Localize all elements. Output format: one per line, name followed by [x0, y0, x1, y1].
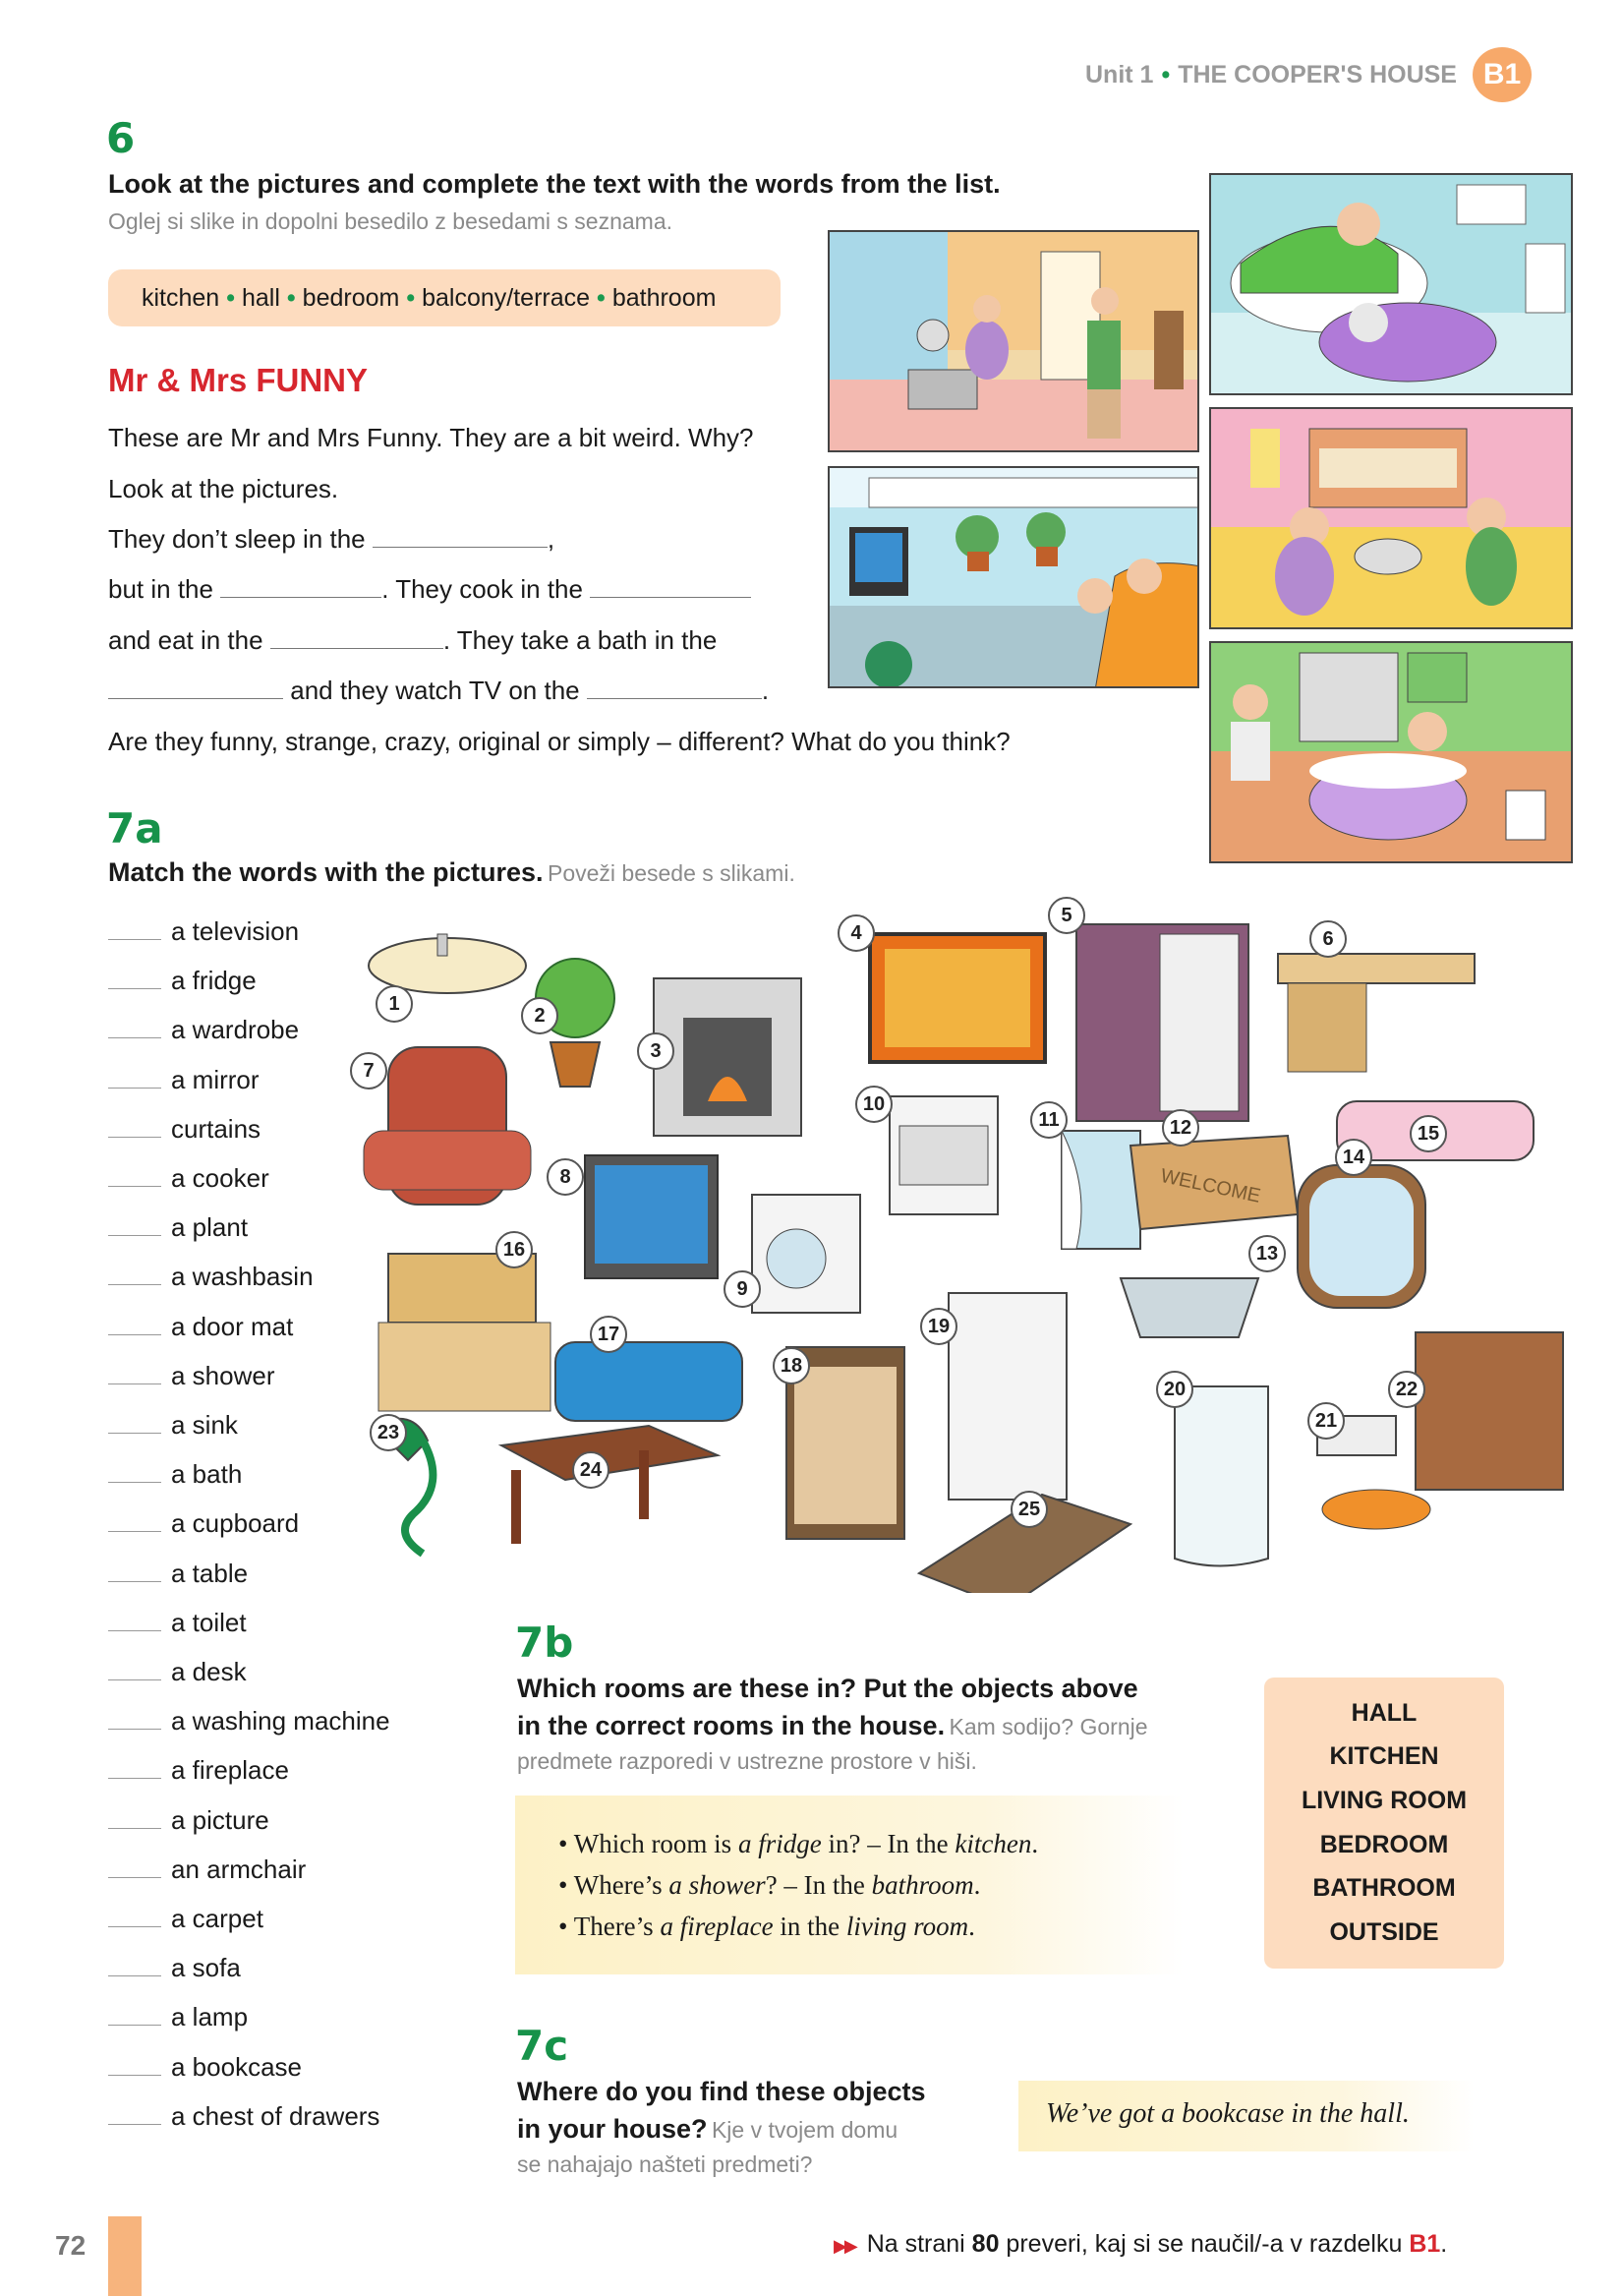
- example-sentence: • Where’s a shower? – In the bathroom.: [558, 1870, 981, 1900]
- match-item-label: a carpet: [171, 1904, 263, 1933]
- match-item-label: a chest of drawers: [171, 2100, 380, 2131]
- page-number: 72: [55, 2230, 87, 2261]
- unit-title: THE COOPER'S HOUSE: [1178, 61, 1457, 88]
- answer-blank[interactable]: [108, 920, 161, 940]
- kitchen-bath-illustration: [1211, 643, 1573, 863]
- match-item: [108, 966, 257, 996]
- exercise-7b-instruction-line2: in the correct rooms in the house. Kam sodijo? Gornje: [517, 1711, 1148, 1740]
- word-list: kitchen • hall • bedroom • balcony/terrace • bathroom: [108, 269, 781, 326]
- match-item-label: an armchair: [171, 1854, 307, 1884]
- match-item-label: a bath: [171, 1459, 243, 1490]
- picture-number: 16: [495, 1231, 533, 1268]
- match-item-label: a shower: [171, 1360, 275, 1390]
- cupboard-drawing: [378, 1254, 550, 1411]
- curtains-drawing: [1062, 1131, 1140, 1249]
- answer-blank[interactable]: [590, 574, 751, 598]
- unit-label: Unit 1: [1085, 61, 1154, 88]
- mirror-drawing: [1298, 1165, 1425, 1308]
- picture-number: 3: [637, 1032, 674, 1070]
- match-item-label: a washbasin: [171, 1262, 314, 1292]
- picture-number: 5: [1048, 897, 1085, 934]
- rooms-box: [1264, 1678, 1504, 1969]
- doormat-text: WELCOME: [1158, 1164, 1263, 1207]
- desk-drawing: [1278, 954, 1475, 1072]
- story-line: but in the . They cook in the: [108, 572, 751, 606]
- picture-drawing: [870, 934, 1045, 1062]
- answer-blank[interactable]: [108, 2006, 161, 2026]
- double-arrow-icon: ▶▶: [834, 2236, 855, 2256]
- match-item-label: a toilet: [171, 1607, 247, 1637]
- match-item: [108, 1904, 263, 1934]
- word: bedroom: [302, 283, 400, 312]
- picture-number: 11: [1030, 1101, 1068, 1139]
- match-item: [108, 1262, 314, 1292]
- answer-blank[interactable]: [587, 676, 762, 699]
- armchair-drawing: [364, 1047, 531, 1205]
- television-drawing: [585, 1155, 718, 1278]
- fireplace-drawing: [654, 978, 801, 1136]
- picture-number: 13: [1248, 1235, 1286, 1272]
- match-item-label: a picture: [171, 1804, 269, 1835]
- word: balcony/terrace: [422, 283, 591, 312]
- match-item: [108, 1706, 390, 1737]
- match-item: [108, 1312, 293, 1342]
- picture-number: 7: [350, 1052, 387, 1089]
- answer-blank[interactable]: [373, 524, 548, 548]
- match-item: [108, 916, 299, 947]
- bullet: •: [1161, 61, 1171, 88]
- answer-blank[interactable]: [108, 1512, 161, 1532]
- match-item-label: a sofa: [171, 1953, 241, 1983]
- match-item: [108, 2052, 302, 2083]
- picture-number: 17: [590, 1316, 627, 1353]
- story-title: Mr & Mrs FUNNY: [108, 362, 369, 398]
- answer-blank[interactable]: [108, 1612, 161, 1631]
- picture-kitchen-cooking: [828, 230, 1199, 452]
- match-item: [108, 1361, 275, 1391]
- exercise-7b-instruction-sl: predmete razporedi v ustrezne prostore v hiši.: [517, 1748, 977, 1774]
- word: bathroom: [611, 283, 717, 312]
- answer-blank[interactable]: [108, 1661, 161, 1680]
- picture-number: 25: [1011, 1491, 1048, 1528]
- match-item: [108, 1953, 241, 1983]
- running-header: [1085, 61, 1457, 89]
- match-item-label: a desk: [171, 1657, 247, 1686]
- balcony-illustration: [830, 468, 1199, 688]
- picture-number: 23: [370, 1414, 407, 1451]
- picture-bedroom-cooking: [1209, 407, 1573, 629]
- match-item: [108, 1559, 248, 1589]
- match-item: [108, 2002, 248, 2032]
- answer-blank[interactable]: [108, 2105, 161, 2125]
- washing-machine-drawing: [752, 1195, 860, 1313]
- footer-note: ▶▶ Na strani 80 preveri, kaj si se naučil/-a v razdelku B1.: [834, 2230, 1448, 2258]
- answer-blank[interactable]: [108, 1069, 161, 1089]
- section-badge: B1: [1473, 47, 1532, 102]
- match-item-label: a bookcase: [171, 2051, 302, 2082]
- answer-blank[interactable]: [108, 1809, 161, 1829]
- answer-blank[interactable]: [220, 574, 381, 598]
- picture-number: 4: [838, 914, 875, 952]
- picture-number: 14: [1335, 1139, 1372, 1176]
- match-item-label: a lamp: [171, 2002, 249, 2032]
- answer-blank[interactable]: [108, 2056, 161, 2076]
- example-sentence: • There’s a fireplace in the living room.: [558, 1912, 975, 1941]
- exercise-7c-instruction-sl: se nahajajo našteti predmeti?: [517, 2151, 813, 2177]
- answer-blank[interactable]: [108, 1710, 161, 1730]
- match-item: [108, 1608, 247, 1638]
- match-item: [108, 1508, 299, 1539]
- picture-number: 22: [1388, 1371, 1425, 1408]
- answer-blank[interactable]: [108, 1216, 161, 1236]
- match-item-label: a door mat: [171, 1311, 294, 1341]
- match-item-label: a sink: [171, 1410, 238, 1440]
- answer-blank[interactable]: [108, 970, 161, 989]
- picture-number: 1: [376, 985, 413, 1023]
- room-label: HALL: [1351, 1699, 1418, 1727]
- answer-blank[interactable]: [108, 1167, 161, 1187]
- match-item-label: a television: [171, 916, 300, 946]
- kitchen-illustration: [830, 232, 1199, 452]
- answer-blank[interactable]: [108, 1365, 161, 1384]
- example-note: We’ve got a bookcase in the hall.: [1018, 2081, 1475, 2151]
- story-line: and they watch TV on the .: [108, 674, 769, 707]
- answer-blank[interactable]: [108, 1019, 161, 1038]
- story-line: These are Mr and Mrs Funny. They are a bit weird. Why?: [108, 423, 754, 452]
- answer-blank[interactable]: [108, 1316, 161, 1335]
- wardrobe-drawing: [1076, 924, 1248, 1121]
- table-drawing: [501, 1426, 718, 1544]
- exercise-7b-instruction: Which rooms are these in? Put the objects above: [517, 1674, 1138, 1703]
- washbasin-drawing: [369, 934, 526, 993]
- picture-number: 24: [572, 1451, 609, 1489]
- answer-blank[interactable]: [108, 1858, 161, 1878]
- picture-number: 19: [920, 1308, 957, 1345]
- picture-number: 6: [1309, 920, 1347, 958]
- examples-box: [515, 1796, 1184, 1974]
- exercise-7a-number: 7a: [106, 804, 163, 853]
- exercise-7b-number: 7b: [515, 1619, 574, 1667]
- room-label: BEDROOM: [1319, 1831, 1449, 1858]
- exercise-7c-instruction-line2: in your house? Kje v tvojem domu: [517, 2114, 898, 2144]
- match-item: [108, 1410, 238, 1441]
- exercise-6-instruction-sl: Oglej si slike in dopolni besedilo z besedami s seznama.: [108, 208, 673, 234]
- exercise-7c-number: 7c: [515, 2022, 569, 2070]
- story-line: Look at the pictures.: [108, 474, 339, 503]
- answer-blank[interactable]: [108, 1908, 161, 1927]
- match-item: [108, 1805, 269, 1836]
- cooker-drawing: [890, 1096, 998, 1214]
- answer-blank[interactable]: [108, 1463, 161, 1483]
- match-item-label: a fireplace: [171, 1755, 289, 1786]
- exercise-6-instruction: Look at the pictures and complete the text with the words from the list.: [108, 169, 1001, 199]
- word: hall: [241, 283, 280, 312]
- example-sentence: • Which room is a fridge in? – In the kitchen.: [558, 1829, 1039, 1858]
- room-label: BATHROOM: [1312, 1874, 1456, 1902]
- match-item: [108, 1065, 260, 1095]
- match-item: [108, 1755, 289, 1786]
- exercise-7c-instruction: Where do you find these objects: [517, 2077, 926, 2106]
- sink-drawing: [1121, 1278, 1258, 1337]
- picture-number: 15: [1410, 1115, 1447, 1152]
- answer-blank[interactable]: [270, 625, 443, 649]
- door-mat-drawing: [1130, 1136, 1298, 1229]
- answer-blank[interactable]: [108, 1266, 161, 1285]
- story-line: and eat in the . They take a bath in the: [108, 625, 718, 655]
- shower-drawing: [1175, 1386, 1268, 1566]
- chest-of-drawers-drawing: [1416, 1332, 1563, 1490]
- match-item-label: a cupboard: [171, 1508, 300, 1539]
- match-item: [108, 1114, 261, 1145]
- answer-blank[interactable]: [108, 1562, 161, 1582]
- answer-blank[interactable]: [108, 676, 283, 699]
- match-item: [108, 1459, 242, 1490]
- bedroom-illustration: [1211, 409, 1573, 629]
- picture-balcony-tv: [828, 466, 1199, 688]
- match-item-label: a table: [171, 1558, 249, 1588]
- fridge-drawing: [949, 1293, 1067, 1500]
- story-line: Are they funny, strange, crazy, original or simply – different? What do you think?: [108, 727, 1011, 756]
- match-item-label: a mirror: [171, 1064, 260, 1094]
- sofa-drawing: [555, 1342, 742, 1421]
- answer-blank[interactable]: [108, 1957, 161, 1976]
- picture-number: 12: [1162, 1109, 1199, 1147]
- picture-number: 2: [521, 997, 558, 1034]
- match-item-label: curtains: [171, 1113, 261, 1144]
- bathroom-illustration: [1211, 175, 1573, 395]
- room-label: KITCHEN: [1329, 1742, 1439, 1770]
- match-item: [108, 1015, 299, 1045]
- match-item-label: a wardrobe: [171, 1015, 300, 1045]
- answer-blank[interactable]: [108, 1118, 161, 1138]
- exercise-7a-instruction: Match the words with the pictures. Poveži besede s slikami.: [108, 857, 795, 887]
- picture-kitchen-bath: [1209, 641, 1573, 863]
- match-item-label: a cooker: [171, 1163, 269, 1193]
- answer-blank[interactable]: [108, 1414, 161, 1434]
- match-item: [108, 1163, 269, 1194]
- picture-number: 9: [724, 1270, 761, 1308]
- picture-number: 21: [1307, 1402, 1345, 1440]
- page-edge-bar: [108, 2216, 142, 2296]
- match-item-label: a washing machine: [171, 1706, 390, 1737]
- picture-number: 20: [1156, 1371, 1193, 1408]
- match-item-label: a plant: [171, 1212, 249, 1243]
- picture-bathroom-sleeping: [1209, 173, 1573, 395]
- match-item: [108, 2101, 379, 2132]
- match-item: [108, 1212, 248, 1243]
- answer-blank[interactable]: [108, 1759, 161, 1779]
- picture-number: 18: [773, 1347, 810, 1384]
- room-label: OUTSIDE: [1329, 1918, 1439, 1946]
- match-item-label: a fridge: [171, 966, 257, 996]
- picture-number: 10: [855, 1086, 893, 1123]
- room-label: LIVING ROOM: [1301, 1787, 1468, 1814]
- story-line: They don’t sleep in the ,: [108, 524, 555, 554]
- word: kitchen: [142, 283, 220, 312]
- match-item: [108, 1854, 306, 1885]
- match-item: [108, 1657, 247, 1687]
- picture-number: 8: [547, 1158, 584, 1196]
- exercise-6-number: 6: [106, 114, 136, 162]
